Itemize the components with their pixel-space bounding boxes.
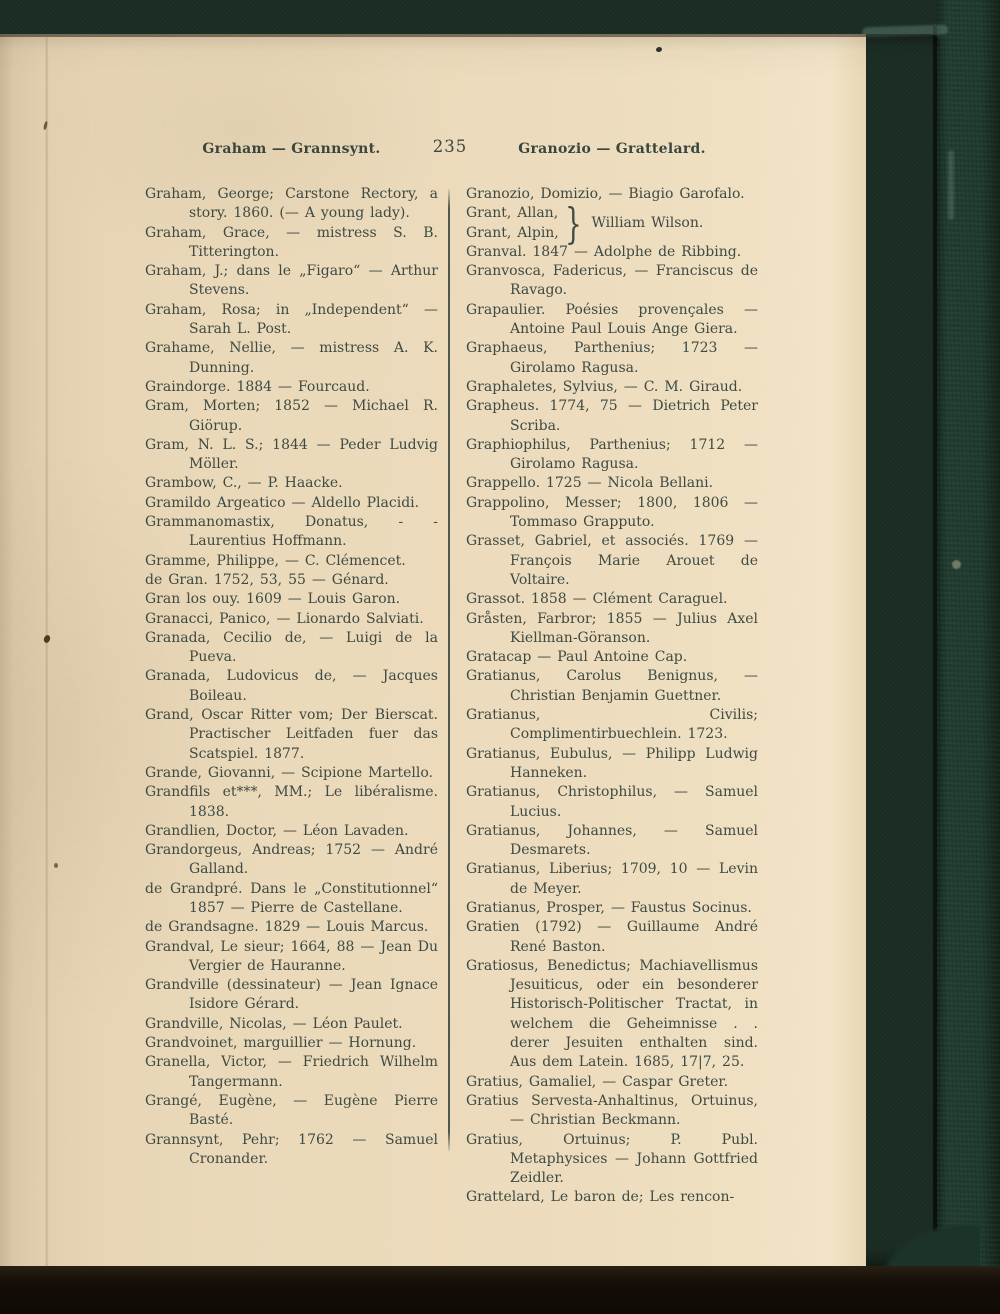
dictionary-entry: Gratius Servesta-Anhaltinus, Ortuinus, — Christian Beckmann.	[466, 1092, 758, 1129]
brace-icon: }	[564, 198, 582, 248]
running-header-right: Granozio — Grattelard.	[518, 141, 706, 157]
fold-crease	[46, 37, 49, 1271]
dictionary-entry: Granada, Ludovicus de, — Jacques Boileau.	[145, 668, 438, 704]
dictionary-entry: Graphaeus, Parthenius; 1723 — Girolamo Ragusa.	[466, 340, 758, 376]
dictionary-entry: Graham, Grace, — mistress S. B. Titterington.	[145, 224, 438, 260]
cover-wear-mark	[952, 560, 961, 569]
dictionary-entry: Graphiophilus, Parthenius; 1712 — Girolamo Ragusa.	[466, 436, 758, 473]
bottom-shadow-band	[0, 1266, 1000, 1314]
dictionary-entry: Grammanomastix, Donatus, - - Laurentius Hoffmann.	[145, 514, 438, 550]
book-page	[0, 34, 866, 1273]
ink-speck	[655, 46, 662, 52]
dictionary-entry: Grahame, Nellie, — mistress A. K. Dunning.	[145, 340, 438, 376]
book-cover-right-board	[936, 0, 1000, 1314]
dictionary-entry: Gråsten, Farbror; 1855 — Julius Axel Kiellman-Göranson.	[466, 610, 758, 646]
dictionary-entry: Grandval, Le sieur; 1664, 88 — Jean Du Vergier de Hauranne.	[145, 938, 438, 974]
column-divider-rule	[448, 189, 450, 1151]
dictionary-entry: Gratianus, Civilis; Complimentirbuechlein. 1723.	[466, 707, 758, 743]
dictionary-entry: Gratianus, Carolus Benignus, — Christian Benjamin Guettner.	[466, 668, 758, 704]
dictionary-entry: Gratianus, Prosper, — Faustus Socinus.	[466, 899, 752, 916]
dictionary-entry: Grapaulier. Poésies provençales — Antoine Paul Louis Ange Giera.	[466, 301, 758, 338]
dictionary-entry: Gratius, Ortuinus; P. Publ. Metaphysices — Johann Gottfried Zeidler.	[466, 1131, 758, 1187]
dictionary-entry: Grattelard, Le baron de; Les rencon-	[466, 1189, 735, 1206]
dictionary-entry: Graham, Rosa; in „Independent“ — Sarah L. Post.	[145, 301, 438, 338]
dictionary-entry: Granval. 1847 — Adolphe de Ribbing.	[466, 243, 742, 260]
dictionary-entry: Grappello. 1725 — Nicola Bellani.	[466, 475, 714, 492]
dictionary-entry: Gratianus, Johannes, — Samuel Desmarets.	[466, 822, 758, 859]
page-stack-fore-edge	[860, 34, 940, 1266]
dictionary-entry: Gran los ouy. 1609 — Louis Garon.	[145, 591, 401, 608]
dictionary-entry: Grasset, Gabriel, et associés. 1769 — François Marie Arouet de Voltaire.	[466, 533, 758, 588]
dictionary-entry: Granella, Victor, — Friedrich Wilhelm Tangermann.	[145, 1054, 438, 1090]
dictionary-entry: Granvosca, Fadericus, — Franciscus de Ravago.	[466, 263, 758, 299]
dictionary-entry: Graphaletes, Sylvius, — C. M. Giraud.	[466, 378, 743, 395]
dictionary-entry: Gram, Morten; 1852 — Michael R. Giörup.	[145, 398, 438, 434]
dictionary-entry: Grandlien, Doctor, — Léon Lavaden.	[145, 822, 409, 839]
brace-entry-names: Grant, Allan, Grant, Alpin,	[466, 205, 559, 241]
dictionary-entry: Grandfils et***, MM.; Le libéralisme. 1838.	[145, 784, 438, 820]
dictionary-entry	[466, 198, 758, 248]
dictionary-entry: Grandorgeus, Andreas; 1752 — André Galland.	[145, 842, 438, 878]
dictionary-entry: Granada, Cecilio de, — Luigi de la Pueva.	[145, 629, 438, 666]
dictionary-entry: Gramildo Argeatico — Aldello Placidi.	[145, 494, 420, 511]
dictionary-entry: Grand, Oscar Ritter vom; Der Bierscat. Practischer Leitfaden fuer das Scatspiel. 1877.	[145, 707, 438, 762]
dictionary-entry: Gramme, Philippe, — C. Clémencet.	[145, 552, 406, 569]
dictionary-entry: Graindorge. 1884 — Fourcaud.	[145, 378, 370, 395]
dictionary-entry: de Gran. 1752, 53, 55 — Génard.	[145, 571, 389, 588]
dictionary-entry: de Grandpré. Dans le „Constitutionnel“ 1857 — Pierre de Castellane.	[145, 880, 438, 916]
dictionary-entry: Granozio, Domizio, — Biagio Garofalo.	[466, 186, 745, 202]
dictionary-entry: Gram, N. L. S.; 1844 — Peder Ludvig Möller.	[145, 436, 438, 473]
dictionary-entry: Grannsynt, Pehr; 1762 — Samuel Cronander.	[145, 1131, 438, 1167]
dictionary-entry: Gratien (1792) — Guillaume André René Baston.	[466, 919, 758, 955]
dictionary-entry: Grangé, Eugène, — Eugène Pierre Basté.	[145, 1092, 438, 1129]
dictionary-entry: Grandville (dessinateur) — Jean Ignace Isidore Gérard.	[145, 977, 438, 1013]
ink-speck	[54, 863, 58, 868]
dictionary-entry: Graham, J.; dans le „Figaro“ — Arthur Stevens.	[145, 263, 438, 299]
brace-entry-value: William Wilson.	[591, 214, 704, 231]
dictionary-entry: de Grandsagne. 1829 — Louis Marcus.	[145, 919, 429, 936]
left-column	[145, 185, 438, 1169]
dictionary-entry: Grambow, C., — P. Haacke.	[145, 475, 343, 492]
running-header-left: Graham — Grannsynt.	[202, 141, 381, 157]
ink-speck	[43, 634, 51, 644]
dictionary-entry: Gratius, Gamaliel, — Caspar Greter.	[466, 1073, 729, 1090]
dictionary-entry: Grande, Giovanni, — Scipione Martello.	[145, 764, 433, 781]
dictionary-entry: Grassot. 1858 — Clément Caraguel.	[466, 591, 728, 608]
dictionary-entry: Granacci, Panico, — Lionardo Salviati.	[145, 610, 424, 627]
page-number: 235	[432, 137, 468, 156]
dictionary-entry: Gratianus, Eubulus, — Philipp Ludwig Hanneken.	[466, 745, 758, 781]
dictionary-entry: Gratiosus, Benedictus; Machiavellismus Jesuiticus, oder ein besonderer Historisch-Politischer Tractat, in welchem die Geheimnisse . . derer Jesuiten enthalten sind. Aus dem Latein. 1685, 17|7, 25.	[466, 957, 758, 1071]
dictionary-entry: Gratacap — Paul Antoine Cap.	[466, 649, 688, 666]
cover-wear-mark	[948, 150, 954, 220]
dictionary-entry: Gratianus, Liberius; 1709, 10 — Levin de Meyer.	[466, 861, 758, 897]
right-column	[466, 185, 758, 1208]
dictionary-entry: Graham, George; Carstone Rectory, a story. 1860. (— A young lady).	[145, 186, 438, 222]
dictionary-entry: Gratianus, Christophilus, — Samuel Lucius.	[466, 784, 758, 820]
dictionary-entry: Grappolino, Messer; 1800, 1806 — Tommaso Grapputo.	[466, 494, 758, 531]
dictionary-entry: Grandvoinet, marguillier — Hornung.	[145, 1035, 417, 1052]
dictionary-entry: Grapheus. 1774, 75 — Dietrich Peter Scriba.	[466, 398, 758, 434]
dictionary-entry: Grandville, Nicolas, — Léon Paulet.	[145, 1015, 403, 1032]
